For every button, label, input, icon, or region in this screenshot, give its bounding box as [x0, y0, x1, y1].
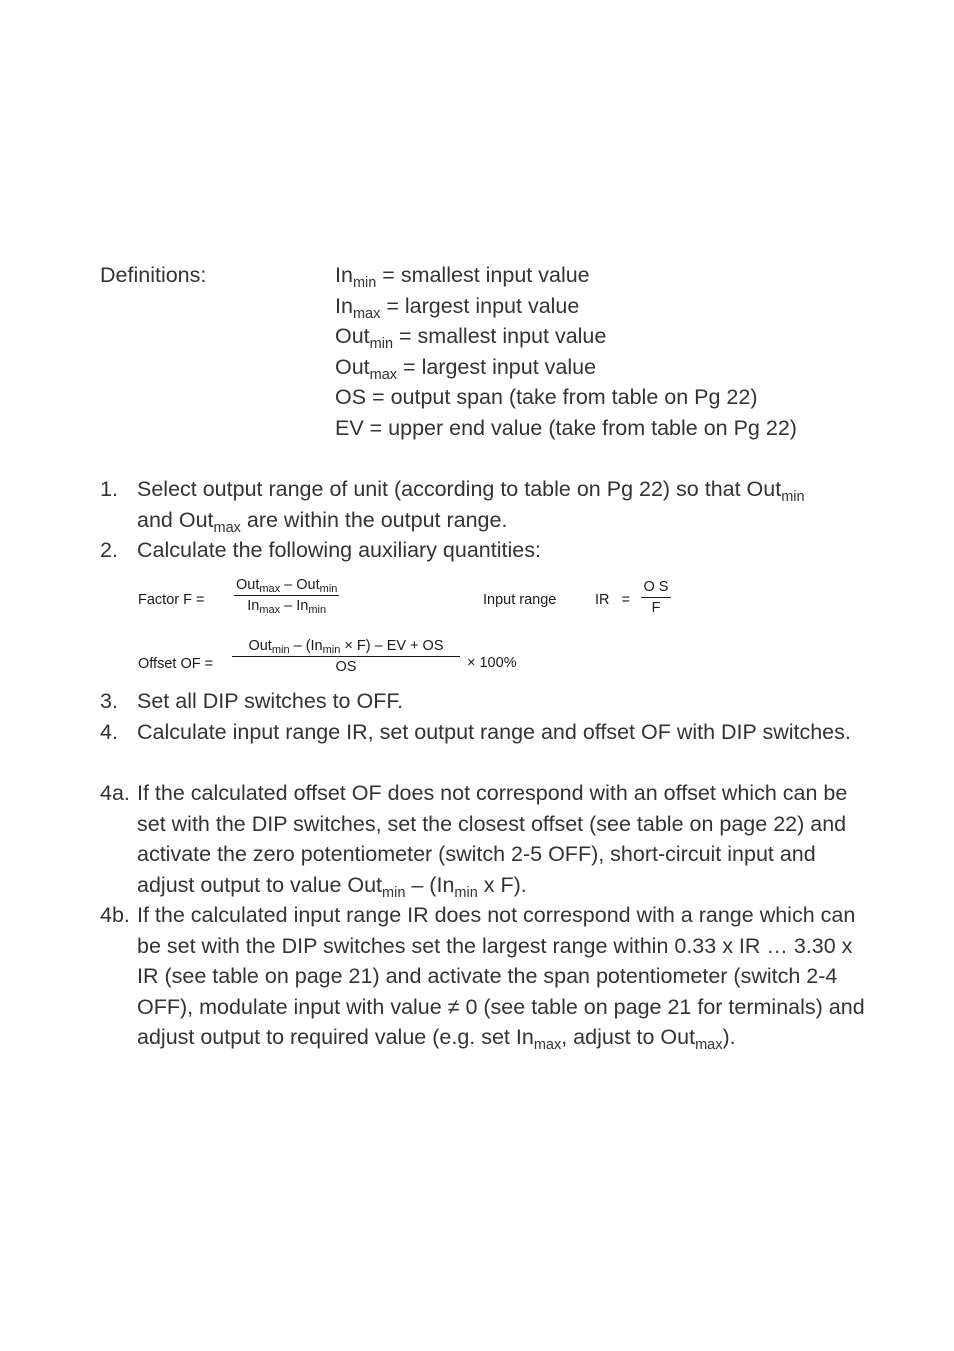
offset-fraction: $Out_{min} - (In_{min} \times F)$ – EV + OS OS: [232, 638, 460, 675]
offset-suffix: × 100%: [467, 655, 517, 671]
step-3: 3. Set all DIP switches to OFF.: [100, 689, 404, 713]
input-range-symbol: IR =: [595, 592, 631, 608]
input-range-label: Input range: [483, 592, 557, 608]
factor-fraction: Out$_{max}$ – Out$_{min}$ $In_{max} - In_{min}$: [236, 577, 338, 616]
definitions-list: [335, 260, 797, 443]
definition-line: Out$_{min}$ = smallest input value: [335, 324, 607, 352]
factor-label: Factor F =: [138, 592, 205, 608]
step-4: 4. Calculate input range IR, set output range and offset OF with DIP switches.: [100, 720, 851, 744]
definition-line: EV = upper end value (take from table on Pg 22): [335, 415, 797, 440]
definition-line: $In_{min}$ = smallest input value: [335, 263, 590, 291]
definition-line: Out$_{max}$ = largest input value: [335, 354, 597, 383]
step-4a: 4a. If the calculated offset OF does not correspond with an offset which can be set with the DIP switches, set the closest offset (see table on page 22) and activate the zero potentiometer (switch 2-5 OFF), short-circuit input and adjust output to value $Out_{min} - (In_{min}$ x F).: [100, 781, 848, 901]
step-2: 2. Calculate the following auxiliary quantities:: [100, 538, 541, 562]
definition-line: OS = output span (take from table on Pg 22): [335, 385, 758, 409]
input-range-fraction: $\frac{\text{O S}}{F}$: [641, 579, 671, 616]
offset-label: Offset OF =: [138, 656, 214, 672]
definition-line: $In_{max}$ = largest input value: [335, 293, 580, 322]
step-4b: 4b. If the calculated input range IR does not correspond with a range which can be set with the DIP switches set the largest range within 0.33 x IR … 3.30 x IR (see table on page 21) and activate the span potentiometer (switch 2-4 OFF), modulate input with value ≠ 0 (see table on page 21 for terminals) and adjust output to required value (e.g. set $In_{max}$, adjust to Out$_{max}$).: [100, 903, 865, 1053]
step-1: 1. Select output range of unit (according to table on Pg 22) so that Out$_{min}$ and Out$_{max}$ are within the output range.: [100, 477, 805, 536]
definitions-label: Definitions:: [100, 263, 207, 287]
